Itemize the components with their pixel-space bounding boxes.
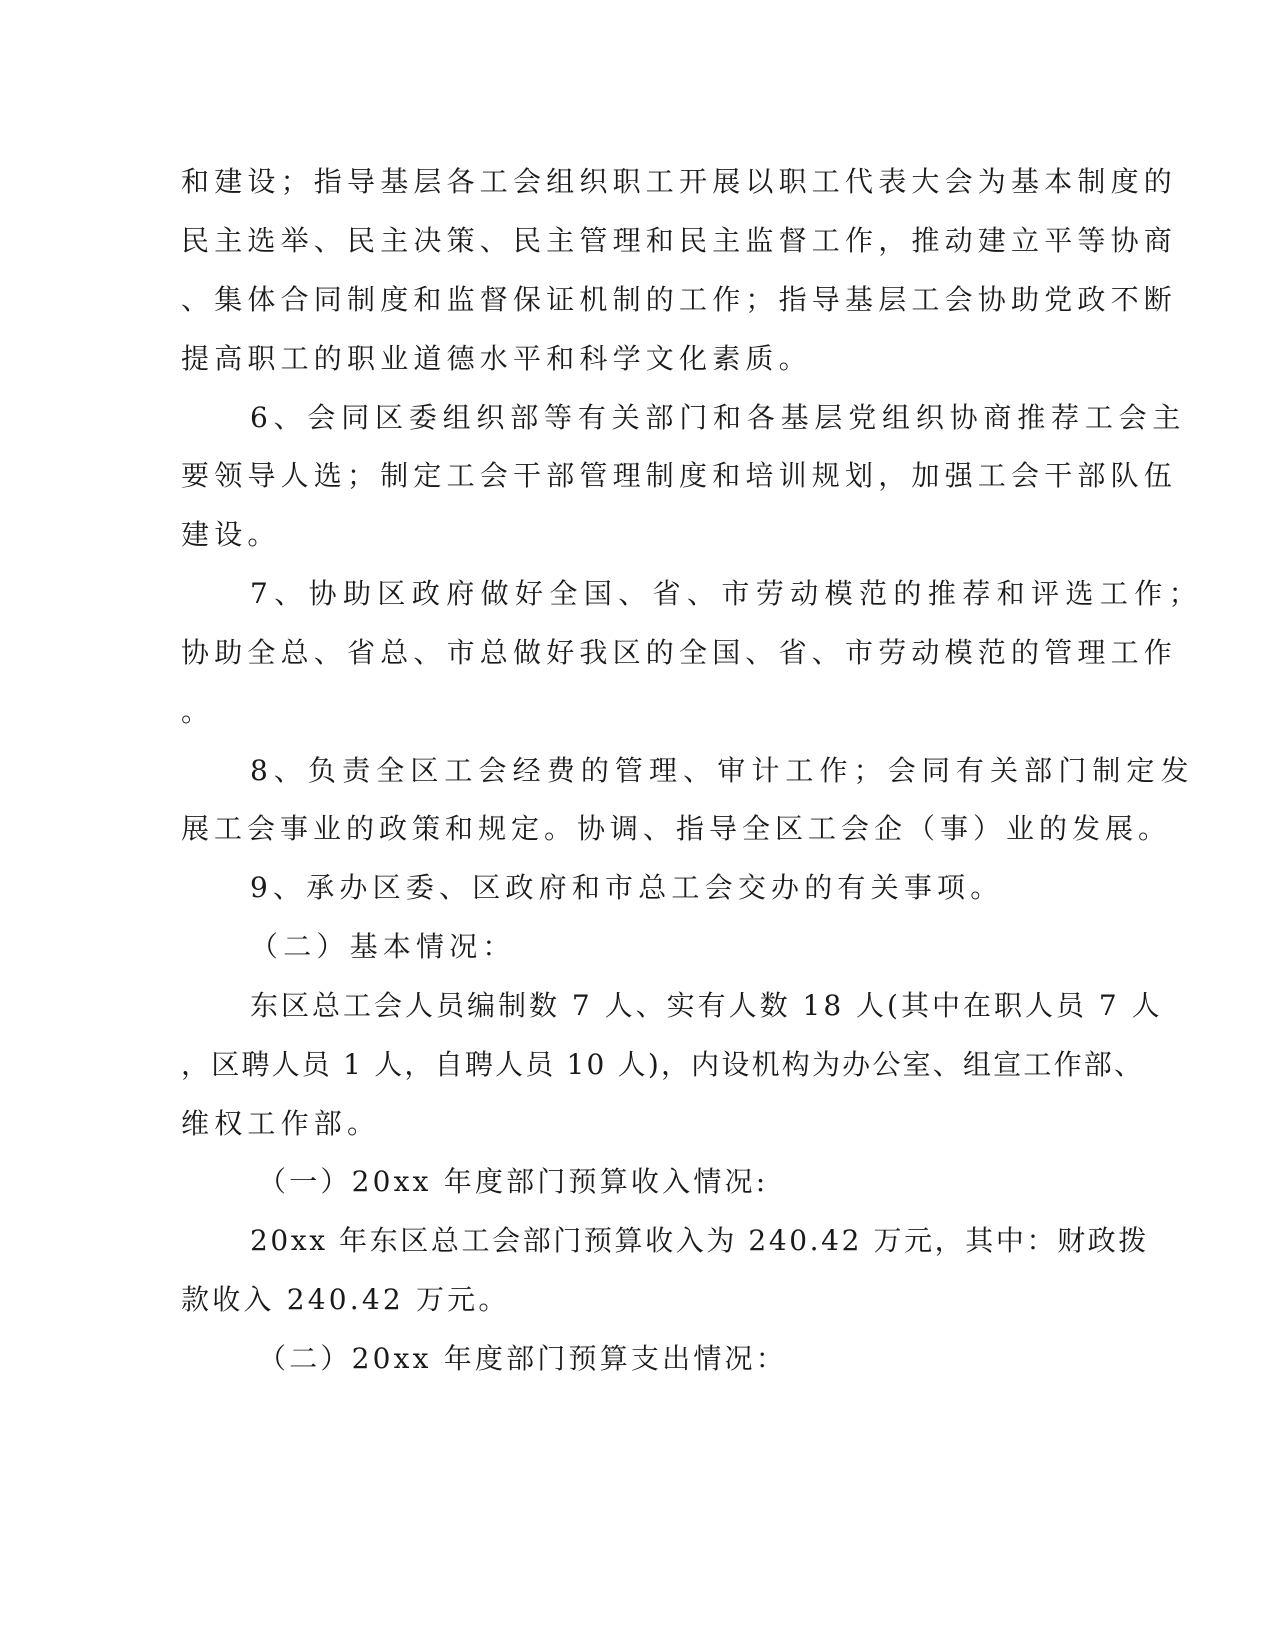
text-line: 。 xyxy=(181,695,215,728)
text-line: 9、承办区委、区政府和市总工会交办的有关事项。 xyxy=(250,871,1004,904)
section-heading: （一）20xx 年度部门预算收入情况: xyxy=(258,1165,769,1198)
text-line: 协助全总、省总、市总做好我区的全国、省、市劳动模范的管理工作 xyxy=(181,636,1178,669)
text-line: 民主选举、民主决策、民主管理和民主监督工作，推动建立平等协商 xyxy=(181,224,1178,257)
text-line: 20xx 年东区总工会部门预算收入为 240.42 万元，其中：财政拨 xyxy=(250,1224,1149,1257)
text-line: 建设。 xyxy=(181,518,281,551)
text-line: ，区聘人员 1 人，自聘人员 10 人)，内设机构为办公室、组宣工作部、 xyxy=(181,1048,1145,1081)
text-line: 和建设；指导基层各工会组织职工开展以职工代表大会为基本制度的 xyxy=(181,165,1178,198)
text-line: 款收入 240.42 万元。 xyxy=(181,1283,510,1316)
text-line: 维权工作部。 xyxy=(181,1107,381,1140)
text-line: 7、协助区政府做好全国、省、市劳动模范的推荐和评选工作； xyxy=(250,577,1204,610)
text-line: 要领导人选；制定工会干部管理制度和培训规划，加强工会干部队伍 xyxy=(181,459,1178,492)
text-line: 提高职工的职业道德水平和科学文化素质。 xyxy=(181,342,812,375)
section-heading: （二）基本情况： xyxy=(250,930,516,963)
section-heading: （二）20xx 年度部门预算支出情况： xyxy=(258,1342,787,1375)
text-line: 展工会事业的政策和规定。协调、指导全区工会企（事）业的发展。 xyxy=(181,812,1172,845)
text-line: 8、负责全区工会经费的管理、审计工作；会同有关部门制定发 xyxy=(250,754,1195,787)
text-line: 东区总工会人员编制数 7 人、实有人数 18 人(其中在职人员 7 人 xyxy=(250,989,1163,1022)
text-line: 6、会同区委组织部等有关部门和各基层党组织协商推荐工会主 xyxy=(250,401,1187,434)
text-line: 、集体合同制度和监督保证机制的工作；指导基层工会协助党政不断 xyxy=(181,283,1178,316)
